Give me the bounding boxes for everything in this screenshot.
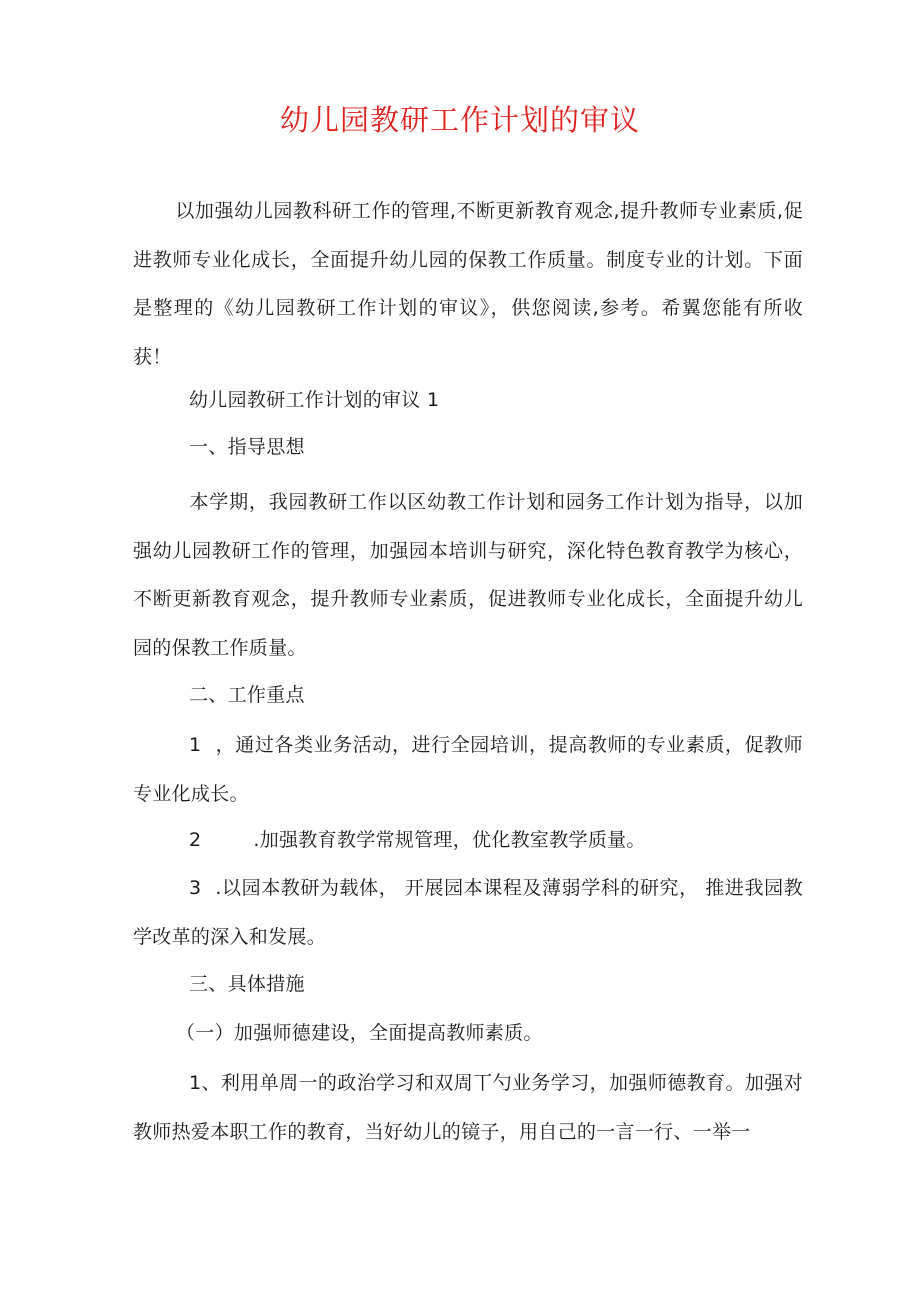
- document-title: 幼儿园教研工作计划的审议: [279, 103, 640, 137]
- item-3-number: 3: [189, 877, 202, 899]
- intro-paragraph: [133, 187, 803, 381]
- item-2-text: .加强教育教学常规管理，优化教室教学质量。: [253, 829, 646, 851]
- item-3-text: .以园本教研为载体， 开展园本课程及薄弱学科的研究， 推进我园教学改革的深入和发展。: [133, 877, 803, 948]
- section-1-paragraph: [133, 478, 803, 672]
- item-1-text: ，通过各类业务活动，进行全园培训，提高教师的专业素质，促教师专业化成长。: [133, 734, 803, 805]
- item-1-number: 1: [189, 734, 202, 756]
- section-3-heading: 三、具体措施: [189, 973, 305, 995]
- measure-1-paragraph: [133, 1059, 803, 1156]
- section-2-heading: 二、工作重点: [189, 684, 305, 706]
- item-3-paragraph: [133, 864, 803, 961]
- section-1-heading: 一、指导思想: [189, 436, 305, 458]
- item-2-number: 2: [189, 829, 202, 851]
- subtitle-1: 幼儿园教研工作计划的审议 1: [189, 389, 440, 411]
- item-1-paragraph: [133, 721, 803, 818]
- section-1-text: 本学期，我园教研工作以区幼教工作计划和园务工作计划为指导，以加强幼儿园教研工作的管理，加强园本培训与研究，深化特色教育教学为核心，不断更新教育观念，提升教师专业素质，促进教师专业化成长，全面提升幼儿园的保教工作质量。: [133, 491, 803, 659]
- sub-heading-1: （一）加强师德建设，全面提高教师素质。: [176, 1022, 543, 1044]
- measure-1-text: 1、利用单周一的政治学习和双周丅勺业务学习，加强师德教育。加强对教师热爱本职工作的教育，当好幼儿的镜子，用自己的一言一行、一举一: [133, 1072, 803, 1143]
- item-2-line: [189, 816, 646, 864]
- intro-text: 以加强幼儿园教科研工作的管理,不断更新教育观念,提升教师专业素质,促进教师专业化成长，全面提升幼儿园的保教工作质量。制度专业的计划。下面是整理的《幼儿园教研工作计划的审议》，供您阅读,参考。希翼您能有所收获！: [133, 200, 803, 368]
